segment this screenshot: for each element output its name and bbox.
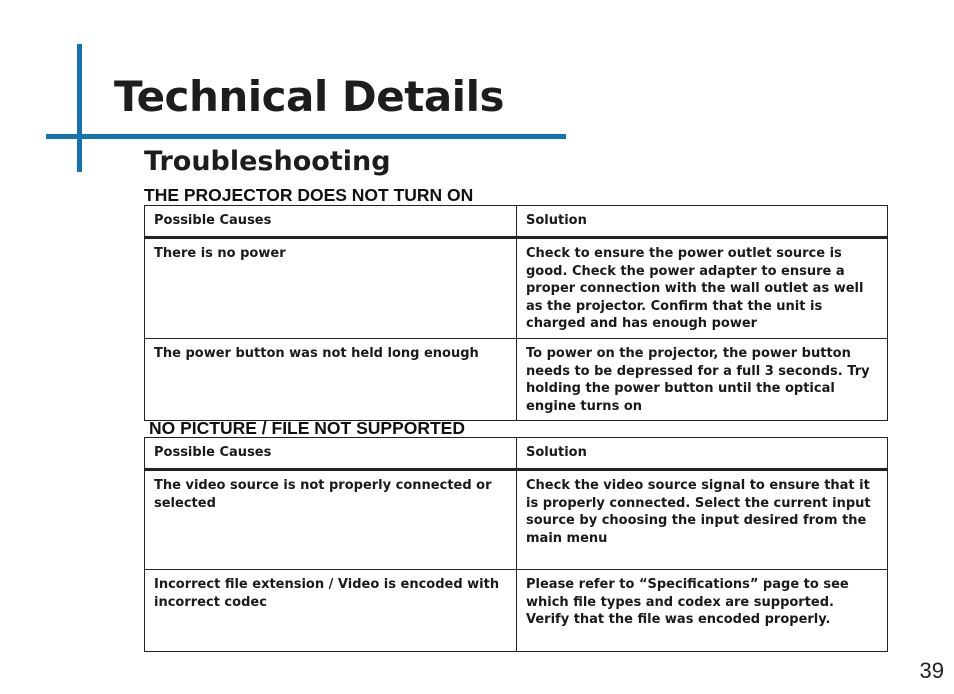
table-row [145,238,888,339]
solution-cell: Check to ensure the power outlet source is good. Check the power adapter to ensure a proper connection with the wall outlet as well as the projector. Confirm that the unit is charged and has enough power [517,238,888,339]
column-header-solution: Solution [517,438,888,470]
table-header-row [145,206,888,238]
table-row [145,570,888,652]
column-header-solution: Solution [517,206,888,238]
page-title: Technical Details [114,72,504,121]
solution-cell: Please refer to “Specifications” page to see which file types and codex are supported. Verify that the file was encoded properly. [517,570,888,652]
cause-cell: The video source is not properly connected or selected [145,470,517,570]
column-header-causes: Possible Causes [145,438,517,470]
section-heading-no-picture: NO PICTURE / FILE NOT SUPPORTED [149,418,465,438]
accent-vertical-line [77,44,82,172]
cause-cell: The power button was not held long enough [145,339,517,421]
table-header-row [145,438,888,470]
cause-cell: There is no power [145,238,517,339]
page-number: 39 [919,658,944,683]
solution-cell: Check the video source signal to ensure that it is properly connected. Select the current input source by choosing the input desired from the main menu [517,470,888,570]
cause-cell: Incorrect file extension / Video is encoded with incorrect codec [145,570,517,652]
troubleshooting-table-picture [144,437,888,652]
accent-horizontal-line [46,134,566,139]
table-row [145,470,888,570]
section-heading-projector-not-on: THE PROJECTOR DOES NOT TURN ON [144,185,474,205]
solution-cell: To power on the projector, the power button needs to be depressed for a full 3 seconds. Try holding the power button until the optical engine turns on [517,339,888,421]
troubleshooting-table-power [144,205,888,421]
column-header-causes: Possible Causes [145,206,517,238]
section-subtitle: Troubleshooting [144,146,391,177]
table-row [145,339,888,421]
